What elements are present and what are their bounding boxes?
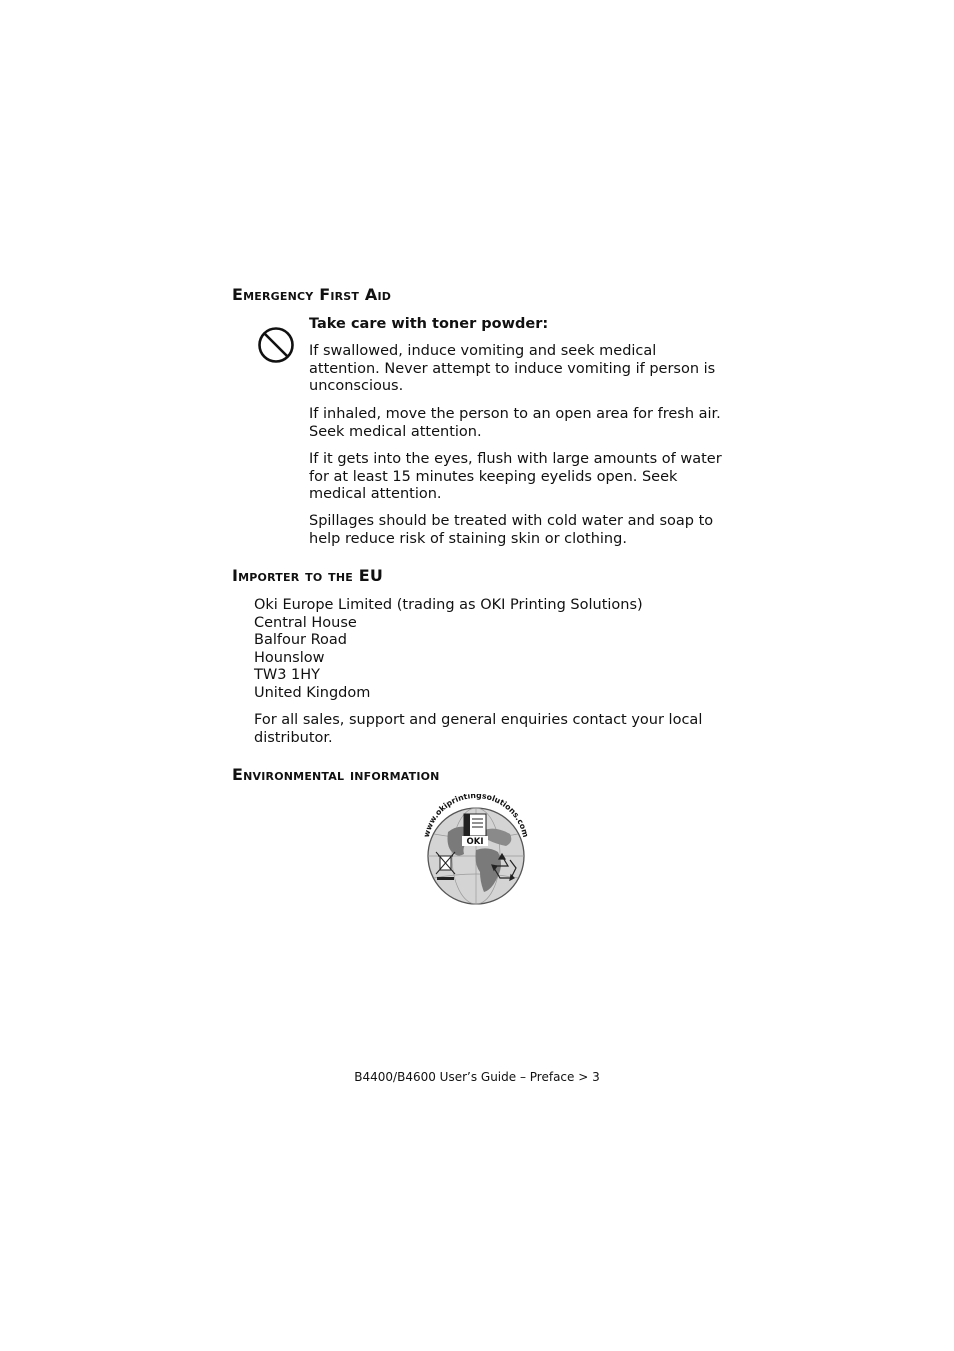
address-line: United Kingdom — [254, 684, 371, 701]
logo-url-text: www.okiprintingsolutions.com — [421, 794, 531, 839]
address-line: Hounslow — [254, 649, 325, 666]
address-line: Oki Europe Limited (trading as OKI Printing Solutions) — [254, 597, 643, 613]
section-heading-importer: Importer to the EU — [232, 566, 384, 585]
prohibition-icon — [257, 326, 295, 364]
importer-contact-note: For all sales, support and general enquiries contact your local distributor. — [254, 712, 703, 746]
caution-title: Take care with toner powder: — [309, 316, 549, 332]
importer-address — [254, 597, 724, 702]
section-heading-environment: Environmental information — [232, 765, 440, 784]
first-aid-inhaled: If inhaled, move the person to an open area for fresh air. Seek medical attention. — [309, 406, 721, 440]
environment-globe-icon — [418, 794, 534, 908]
first-aid-eyes: If it gets into the eyes, flush with large amounts of water for at least 15 minutes keeping eyelids open. Seek medical attention. — [309, 451, 722, 502]
logo-brand-text: OKI — [466, 837, 484, 847]
address-line: Central House — [254, 614, 357, 631]
section-heading-first-aid: Emergency First Aid — [232, 285, 392, 304]
address-line: TW3 1HY — [254, 667, 321, 683]
address-line: Balfour Road — [254, 632, 347, 648]
first-aid-swallowed: If swallowed, induce vomiting and seek medical attention. Never attempt to induce vomiting if person is unconscious. — [309, 343, 716, 394]
page-footer: B4400/B4600 User’s Guide – Preface > 3 — [354, 1070, 600, 1084]
first-aid-spillages: Spillages should be treated with cold water and soap to help reduce risk of staining skin or clothing. — [309, 513, 714, 547]
